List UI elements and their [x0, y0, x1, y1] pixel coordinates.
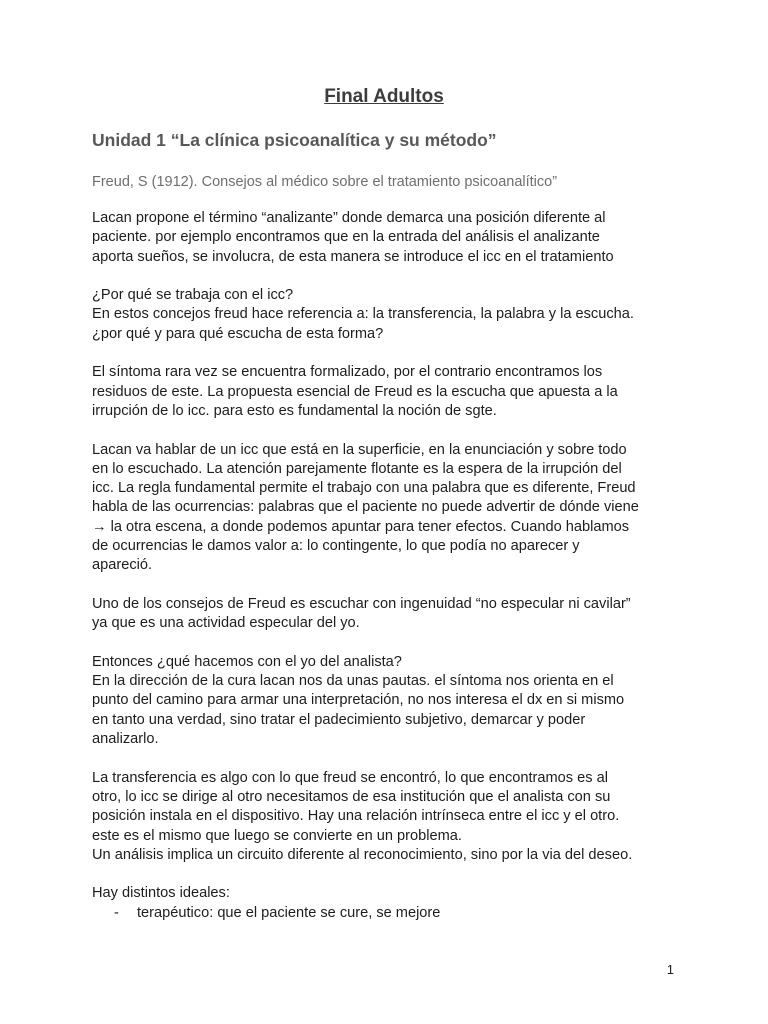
- list-item: [92, 904, 692, 923]
- text-line: Entonces ¿qué hacemos con el yo del analista?: [92, 653, 402, 670]
- text-line: posición instala en el dispositivo. Hay una relación intrínseca entre el icc y el otro.: [92, 808, 620, 825]
- text-line: Lacan va hablar de un icc que está en la superficie, en la enunciación y sobre todo: [92, 441, 627, 458]
- paragraph: [92, 286, 692, 344]
- text-line: ¿por qué y para qué escucha de esta forma?: [92, 325, 384, 342]
- text-line: irrupción de lo icc. para esto es fundamental la noción de sgte.: [92, 402, 497, 419]
- list-marker: -: [114, 904, 119, 921]
- paragraph: [92, 653, 692, 749]
- text-line: En estos concejos freud hace referencia a: la transferencia, la palabra y la escucha.: [92, 306, 634, 323]
- text-line: ¿Por qué se trabaja con el icc?: [92, 287, 294, 304]
- paragraph-container: [92, 209, 692, 904]
- paragraph: [92, 884, 692, 903]
- text-line: otro, lo icc se dirige al otro necesitamos de esa institución que el analista con su: [92, 788, 611, 805]
- document-body: [92, 209, 692, 923]
- text-line: aporta sueños, se involucra, de esta manera se introduce el icc en el tratamiento: [92, 248, 614, 265]
- text-line: En la dirección de la cura lacan nos da unas pautas. el síntoma nos orienta en el: [92, 673, 614, 690]
- text-line: Uno de los consejos de Freud es escuchar con ingenuidad “no especular ni cavilar”: [92, 595, 631, 612]
- text-line: en lo escuchado. La atención parejamente flotante es la espera de la irrupción del: [92, 460, 622, 477]
- text-line: La transferencia es algo con lo que freud se encontró, lo que encontramos es al: [92, 769, 608, 786]
- text-line: El síntoma rara vez se encuentra formalizado, por el contrario encontramos los: [92, 364, 603, 381]
- text-line: analizarlo.: [92, 731, 159, 748]
- paragraph: [92, 769, 692, 865]
- bibliographic-reference: Freud, S (1912). Consejos al médico sobre el tratamiento psicoanalítico”: [92, 174, 558, 190]
- text-line: Un análisis implica un circuito diferente al reconocimiento, sino por la via del deseo.: [92, 846, 633, 863]
- text-line: Hay distintos ideales:: [92, 885, 230, 902]
- paragraph: [92, 595, 692, 634]
- ideals-list: [92, 904, 692, 923]
- text-line: paciente. por ejemplo encontramos que en la entrada del análisis el analizante: [92, 229, 600, 246]
- page-number: 1: [666, 962, 674, 977]
- text-line: punto del camino para armar una interpretación, no nos interesa el dx en si mismo: [92, 692, 625, 709]
- text-line: en tanto una verdad, sino tratar el padecimiento subjetivo, demarcar y poder: [92, 711, 586, 728]
- document-title: Final Adultos: [324, 86, 444, 107]
- text-line: icc. La regla fundamental permite el trabajo con una palabra que es diferente, Freud: [92, 480, 636, 497]
- text-line: apareció.: [92, 557, 153, 574]
- text-line: → la otra escena, a donde podemos apuntar para tener efectos. Cuando hablamos: [92, 518, 630, 535]
- unit-heading: Unidad 1 “La clínica psicoanalítica y su método”: [92, 130, 497, 150]
- text-line: habla de las ocurrencias: palabras que el paciente no puede advertir de dónde viene: [92, 499, 639, 516]
- text-line: ya que es una actividad especular del yo.: [92, 615, 360, 632]
- paragraph: [92, 363, 692, 421]
- list-item-text: terapéutico: que el paciente se cure, se mejore: [137, 904, 441, 921]
- text-line: de ocurrencias le damos valor a: lo contingente, lo que podía no aparecer y: [92, 538, 580, 555]
- paragraph: [92, 441, 692, 576]
- text-line: residuos de este. La propuesta esencial de Freud es la escucha que apuesta a la: [92, 383, 618, 400]
- text-line: este es el mismo que luego se convierte en un problema.: [92, 827, 462, 844]
- paragraph: [92, 209, 692, 267]
- text-line: Lacan propone el término “analizante” donde demarca una posición diferente al: [92, 210, 606, 226]
